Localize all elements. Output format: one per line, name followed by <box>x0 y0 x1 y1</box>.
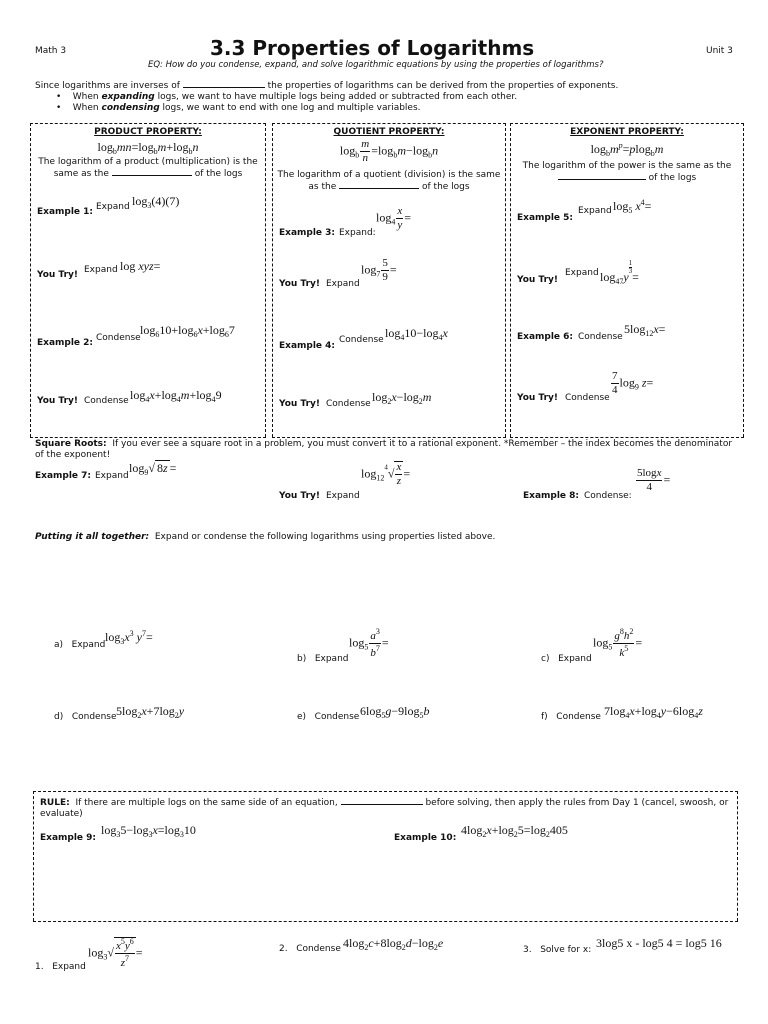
you-try-expression-6: $\frac{7}{4}$ $\log_9 z=$ <box>612 370 654 396</box>
you-try-label-4: You Try! <box>279 399 320 409</box>
unit-label: Unit 3 <box>706 46 733 56</box>
box-border <box>510 437 744 438</box>
example-8-verb: Condense: <box>584 491 632 501</box>
you-try-verb: Expand <box>84 265 118 275</box>
item-c: c) Expand <box>541 654 592 664</box>
example-9-expression: $\log_35-\log_3x=\log_310$ <box>101 823 196 839</box>
example-9-label: Example 9: <box>40 833 97 843</box>
exponent-description-2: of the logs <box>510 173 744 183</box>
problem-1-expression: $\log_3√$ $\frac{x^5y^6}{z^7}$ = <box>88 937 143 969</box>
you-try-root-verb: Expand <box>326 491 360 501</box>
you-try-expression-4: $\log_2x-\log_2m$ <box>372 390 432 406</box>
you-try-verb-5: Expand <box>565 268 599 278</box>
example-4-label: Example 4: <box>279 341 336 351</box>
example-2-expression: $\log_610+\log_6x+\log_67$ <box>140 323 235 339</box>
problem-2-expression: $4\log_2c+8\log_2d-\log_2e$ <box>343 936 444 952</box>
item-e-expression: $6\log_5g-9\log_5b$ <box>360 704 430 720</box>
example-5-verb: Expand <box>578 206 612 216</box>
box-border <box>510 123 744 124</box>
quotient-property-heading: QUOTIENT PROPERTY: <box>333 127 445 137</box>
example-4-expression: $\log_410-\log_4x$ <box>385 326 448 342</box>
example-1-label: Example 1: <box>37 207 94 217</box>
rule-box-border <box>33 791 738 792</box>
item-d-expression: $5\log_2x+7\log_2y$ <box>116 704 185 720</box>
quotient-description: The logarithm of a quotient (division) is the same <box>277 170 501 180</box>
example-1-verb: Expand <box>96 202 130 212</box>
you-try-verb-6: Condense <box>565 393 610 403</box>
box-border <box>30 123 266 124</box>
page-title: 3.3 Properties of Logarithms <box>210 36 535 60</box>
square-roots-note: Square Roots: If you ever see a square root in a problem, you must convert it to a rational exponent. *Remember – the index becomes the denominator of the exponent! <box>35 439 733 460</box>
you-try-label-2: You Try! <box>37 396 78 406</box>
you-try-verb-3: Expand <box>326 279 360 289</box>
item-c-expression: $\log_5$ $\frac{g^8h^2}{k^5}$ = <box>593 627 643 659</box>
example-3-label: Example 3: <box>279 228 336 238</box>
example-7-verb: Expand <box>95 471 129 481</box>
example-7-expression: $\log_9√$ 8z = <box>129 461 177 477</box>
you-try-expression-2: $\log_4x+\log_4m+\log_49$ <box>130 388 222 404</box>
example-2-verb: Condense <box>96 333 141 343</box>
example-5-expression: $\log_5 x^4=$ <box>613 198 652 215</box>
quotient-description-2: as the of the logs <box>308 182 470 192</box>
you-try-expression: log xyz= <box>120 259 161 273</box>
you-try-verb-4: Condense <box>326 399 371 409</box>
putting-together-instructions: Putting it all together: Expand or condense the following logarithms using properties listed above. <box>35 532 496 542</box>
example-6-verb: Condense <box>578 332 623 342</box>
you-try-expression-3: $\log_7$ $\frac{5}{9}$ = <box>361 257 397 283</box>
exponent-property-heading: EXPONENT PROPERTY: <box>570 127 684 137</box>
example-10-expression: $4\log_2x+\log_25=\log_2405$ <box>461 823 568 839</box>
box-border <box>272 437 506 438</box>
you-try-verb-2: Condense <box>84 396 129 406</box>
item-f-expression: $7\log_4x+\log_4y-6\log_4z$ <box>604 704 703 720</box>
item-d: d) Condense <box>54 712 117 722</box>
item-f: f) Condense <box>541 712 601 722</box>
item-a-expression: $\log_3x^3$ $y^7=$ <box>105 629 153 646</box>
exponent-description: The logarithm of the power is the same as the <box>522 161 732 171</box>
intro-line: Since logarithms are inverses of the properties of logarithms can be derived from the properties of exponents. <box>35 81 619 91</box>
example-1-expression: $\log_3(4)(7)$ <box>132 194 180 210</box>
example-2-label: Example 2: <box>37 338 94 348</box>
you-try-label-6: You Try! <box>517 393 558 403</box>
product-description-2: same as the of the logs <box>53 169 243 179</box>
item-a: a) Expand <box>54 640 106 650</box>
box-border <box>30 437 266 438</box>
example-5-label: Example 5: <box>517 213 574 223</box>
item-b: b) Expand <box>297 654 349 664</box>
rule-box-border <box>33 791 34 921</box>
you-try-root-label: You Try! <box>279 491 320 501</box>
example-3-expression: $\log_4$ $\frac{x}{y}$ = <box>376 205 412 231</box>
product-property-heading: PRODUCT PROPERTY: <box>94 127 202 137</box>
you-try-label-3: You Try! <box>279 279 320 289</box>
example-8-expression: $\frac{5\log x}{4}$ = <box>637 467 671 493</box>
product-description: The logarithm of a product (multiplication) is the <box>38 157 258 167</box>
example-6-label: Example 6: <box>517 332 574 342</box>
item-e: e) Condense <box>297 712 360 722</box>
box-border <box>272 123 506 124</box>
you-try-label-5: You Try! <box>517 275 558 285</box>
exponent-rule: $\log_bm^p=plog_bm$ <box>590 141 664 158</box>
example-4-verb: Condense <box>339 335 384 345</box>
you-try-expression-5: $\log_{47}y$ $\frac{1}{3}$ = <box>600 259 639 286</box>
problem-2: 2. Condense <box>279 944 341 954</box>
example-7-label: Example 7: <box>35 471 92 481</box>
product-rule: $\log_bmn=\log_bm+\log_bn$ <box>97 140 199 156</box>
quotient-rule: $\log_b$ $\frac{m}{n}$ $=\log_bm-\log_bn$ <box>339 138 439 164</box>
rule-box-border <box>737 791 738 921</box>
example-8-label: Example 8: <box>523 491 580 501</box>
problem-1: 1. Expand <box>35 962 86 972</box>
essential-question: EQ: How do you condense, expand, and solve logarithmic equations by using the properties of logarithms? <box>148 60 604 70</box>
rule-text: RULE: If there are multiple logs on the same side of an equation, before solving, then apply the rules from Day 1 (cancel, swoosh, or evaluate) <box>40 798 729 819</box>
example-6-expression: $5\log_{12}x=$ <box>624 322 666 338</box>
you-try-label: You Try! <box>37 270 78 280</box>
bullet-condensing: • When condensing logs, we want to end with one log and multiple variables. <box>56 103 421 113</box>
you-try-root-expression: $\log_{12}^4√$ $\frac{x}{z}$ = <box>361 461 411 487</box>
item-b-expression: $\log_5$ $\frac{a^3}{b^7}$ = <box>349 627 389 659</box>
example-10-label: Example 10: <box>394 833 457 843</box>
problem-3: 3. Solve for x: <box>523 945 592 955</box>
rule-box-border <box>33 921 738 922</box>
bullet-expanding: • When expanding logs, we want to have multiple logs being added or subtracted from each other. <box>56 92 518 102</box>
course-label: Math 3 <box>35 46 67 56</box>
example-3-verb: Expand: <box>339 228 376 238</box>
problem-3-expression: 3log5 x - log5 4 = log5 16 <box>596 936 722 950</box>
